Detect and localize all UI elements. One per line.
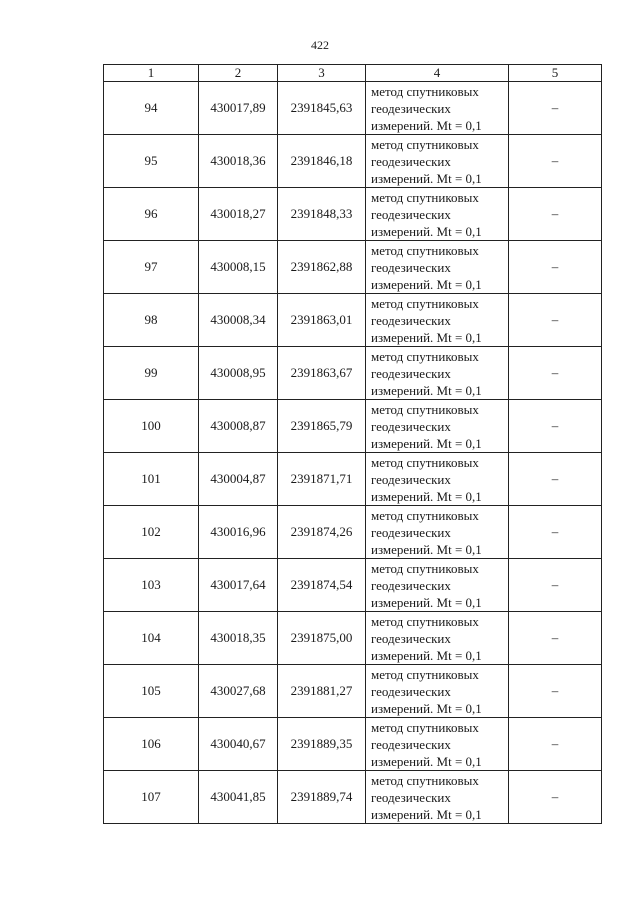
y-coordinate-cell: 2391846,18 bbox=[278, 135, 366, 188]
table-row bbox=[104, 718, 602, 771]
x-coordinate-cell: 430008,87 bbox=[199, 400, 278, 453]
method-text-line: геодезических bbox=[371, 577, 451, 593]
method-text-line: геодезических bbox=[371, 471, 451, 487]
method-text-line: измерений. Mt = 0,1 bbox=[371, 647, 482, 663]
table-row bbox=[104, 82, 602, 135]
table-row bbox=[104, 294, 602, 347]
point-number-cell: 96 bbox=[104, 188, 199, 241]
method-text-line: метод спутниковых bbox=[371, 136, 479, 152]
method-text-line: метод спутниковых bbox=[371, 560, 479, 576]
point-number-cell: 99 bbox=[104, 347, 199, 400]
method-cell bbox=[366, 188, 509, 241]
method-text-line: геодезических bbox=[371, 153, 451, 169]
method-text-line: геодезических bbox=[371, 524, 451, 540]
y-coordinate-cell: 2391871,71 bbox=[278, 453, 366, 506]
note-cell: – bbox=[509, 612, 602, 665]
y-coordinate-cell: 2391874,26 bbox=[278, 506, 366, 559]
table-row bbox=[104, 665, 602, 718]
note-cell: – bbox=[509, 506, 602, 559]
header-cell-2: 2 bbox=[199, 65, 278, 82]
method-text-line: измерений. Mt = 0,1 bbox=[371, 806, 482, 822]
table-row bbox=[104, 453, 602, 506]
table-row bbox=[104, 347, 602, 400]
header-row bbox=[104, 65, 602, 82]
method-cell bbox=[366, 718, 509, 771]
method-text-line: метод спутниковых bbox=[371, 666, 479, 682]
note-cell: – bbox=[509, 241, 602, 294]
x-coordinate-cell: 430018,27 bbox=[199, 188, 278, 241]
note-cell: – bbox=[509, 665, 602, 718]
y-coordinate-cell: 2391889,35 bbox=[278, 718, 366, 771]
method-text-line: метод спутниковых bbox=[371, 83, 479, 99]
page-number: 422 bbox=[311, 38, 329, 52]
x-coordinate-cell: 430017,64 bbox=[199, 559, 278, 612]
x-coordinate-cell: 430008,15 bbox=[199, 241, 278, 294]
method-text-line: геодезических bbox=[371, 789, 451, 805]
x-coordinate-cell: 430018,35 bbox=[199, 612, 278, 665]
method-text-line: геодезических bbox=[371, 259, 451, 275]
method-text-line: измерений. Mt = 0,1 bbox=[371, 435, 482, 451]
method-text-line: измерений. Mt = 0,1 bbox=[371, 700, 482, 716]
method-text-line: метод спутниковых bbox=[371, 454, 479, 470]
y-coordinate-cell: 2391881,27 bbox=[278, 665, 366, 718]
table-row bbox=[104, 188, 602, 241]
x-coordinate-cell: 430004,87 bbox=[199, 453, 278, 506]
table-row bbox=[104, 400, 602, 453]
table-row bbox=[104, 506, 602, 559]
y-coordinate-cell: 2391848,33 bbox=[278, 188, 366, 241]
method-cell bbox=[366, 771, 509, 824]
method-cell bbox=[366, 665, 509, 718]
point-number-cell: 104 bbox=[104, 612, 199, 665]
method-text-line: измерений. Mt = 0,1 bbox=[371, 382, 482, 398]
method-text-line: геодезических bbox=[371, 630, 451, 646]
note-cell: – bbox=[509, 400, 602, 453]
note-cell: – bbox=[509, 347, 602, 400]
method-text-line: геодезических bbox=[371, 418, 451, 434]
point-number-cell: 95 bbox=[104, 135, 199, 188]
y-coordinate-cell: 2391845,63 bbox=[278, 82, 366, 135]
method-cell bbox=[366, 453, 509, 506]
header-cell-1: 1 bbox=[104, 65, 199, 82]
method-text-line: метод спутниковых bbox=[371, 401, 479, 417]
method-text-line: метод спутниковых bbox=[371, 772, 479, 788]
method-cell bbox=[366, 612, 509, 665]
method-text-line: геодезических bbox=[371, 206, 451, 222]
point-number-cell: 107 bbox=[104, 771, 199, 824]
method-text-line: измерений. Mt = 0,1 bbox=[371, 753, 482, 769]
point-number-cell: 103 bbox=[104, 559, 199, 612]
table-body bbox=[104, 82, 602, 824]
method-text-line: метод спутниковых bbox=[371, 295, 479, 311]
table-row bbox=[104, 771, 602, 824]
note-cell: – bbox=[509, 294, 602, 347]
method-text-line: геодезических bbox=[371, 365, 451, 381]
method-text-line: метод спутниковых bbox=[371, 719, 479, 735]
method-text-line: измерений. Mt = 0,1 bbox=[371, 541, 482, 557]
note-cell: – bbox=[509, 82, 602, 135]
method-cell bbox=[366, 241, 509, 294]
method-text-line: метод спутниковых bbox=[371, 242, 479, 258]
note-cell: – bbox=[509, 559, 602, 612]
x-coordinate-cell: 430018,36 bbox=[199, 135, 278, 188]
method-cell bbox=[366, 294, 509, 347]
method-cell bbox=[366, 559, 509, 612]
table-row bbox=[104, 559, 602, 612]
method-text-line: геодезических bbox=[371, 736, 451, 752]
y-coordinate-cell: 2391863,01 bbox=[278, 294, 366, 347]
method-text-line: геодезических bbox=[371, 312, 451, 328]
method-cell bbox=[366, 347, 509, 400]
y-coordinate-cell: 2391862,88 bbox=[278, 241, 366, 294]
point-number-cell: 94 bbox=[104, 82, 199, 135]
table-row bbox=[104, 241, 602, 294]
method-cell bbox=[366, 82, 509, 135]
method-text-line: измерений. Mt = 0,1 bbox=[371, 117, 482, 133]
note-cell: – bbox=[509, 188, 602, 241]
note-cell: – bbox=[509, 453, 602, 506]
x-coordinate-cell: 430040,67 bbox=[199, 718, 278, 771]
note-cell: – bbox=[509, 718, 602, 771]
method-text-line: измерений. Mt = 0,1 bbox=[371, 329, 482, 345]
method-text-line: геодезических bbox=[371, 683, 451, 699]
method-text-line: измерений. Mt = 0,1 bbox=[371, 170, 482, 186]
y-coordinate-cell: 2391874,54 bbox=[278, 559, 366, 612]
method-cell bbox=[366, 506, 509, 559]
method-cell bbox=[366, 400, 509, 453]
method-text-line: метод спутниковых bbox=[371, 507, 479, 523]
x-coordinate-cell: 430017,89 bbox=[199, 82, 278, 135]
table-row bbox=[104, 612, 602, 665]
method-text-line: метод спутниковых bbox=[371, 189, 479, 205]
method-text-line: геодезических bbox=[371, 100, 451, 116]
x-coordinate-cell: 430041,85 bbox=[199, 771, 278, 824]
note-cell: – bbox=[509, 771, 602, 824]
y-coordinate-cell: 2391865,79 bbox=[278, 400, 366, 453]
x-coordinate-cell: 430008,34 bbox=[199, 294, 278, 347]
point-number-cell: 102 bbox=[104, 506, 199, 559]
method-cell bbox=[366, 135, 509, 188]
method-text-line: измерений. Mt = 0,1 bbox=[371, 488, 482, 504]
method-text-line: метод спутниковых bbox=[371, 613, 479, 629]
header-cell-4: 4 bbox=[366, 65, 509, 82]
point-number-cell: 105 bbox=[104, 665, 199, 718]
method-text-line: метод спутниковых bbox=[371, 348, 479, 364]
y-coordinate-cell: 2391889,74 bbox=[278, 771, 366, 824]
y-coordinate-cell: 2391875,00 bbox=[278, 612, 366, 665]
x-coordinate-cell: 430016,96 bbox=[199, 506, 278, 559]
method-text-line: измерений. Mt = 0,1 bbox=[371, 594, 482, 610]
point-number-cell: 97 bbox=[104, 241, 199, 294]
header-cell-3: 3 bbox=[278, 65, 366, 82]
method-text-line: измерений. Mt = 0,1 bbox=[371, 276, 482, 292]
y-coordinate-cell: 2391863,67 bbox=[278, 347, 366, 400]
coordinates-table bbox=[103, 64, 602, 824]
point-number-cell: 98 bbox=[104, 294, 199, 347]
header-cell-5: 5 bbox=[509, 65, 602, 82]
x-coordinate-cell: 430027,68 bbox=[199, 665, 278, 718]
method-text-line: измерений. Mt = 0,1 bbox=[371, 223, 482, 239]
table-row bbox=[104, 135, 602, 188]
table-header bbox=[104, 65, 602, 82]
point-number-cell: 100 bbox=[104, 400, 199, 453]
note-cell: – bbox=[509, 135, 602, 188]
point-number-cell: 101 bbox=[104, 453, 199, 506]
x-coordinate-cell: 430008,95 bbox=[199, 347, 278, 400]
point-number-cell: 106 bbox=[104, 718, 199, 771]
